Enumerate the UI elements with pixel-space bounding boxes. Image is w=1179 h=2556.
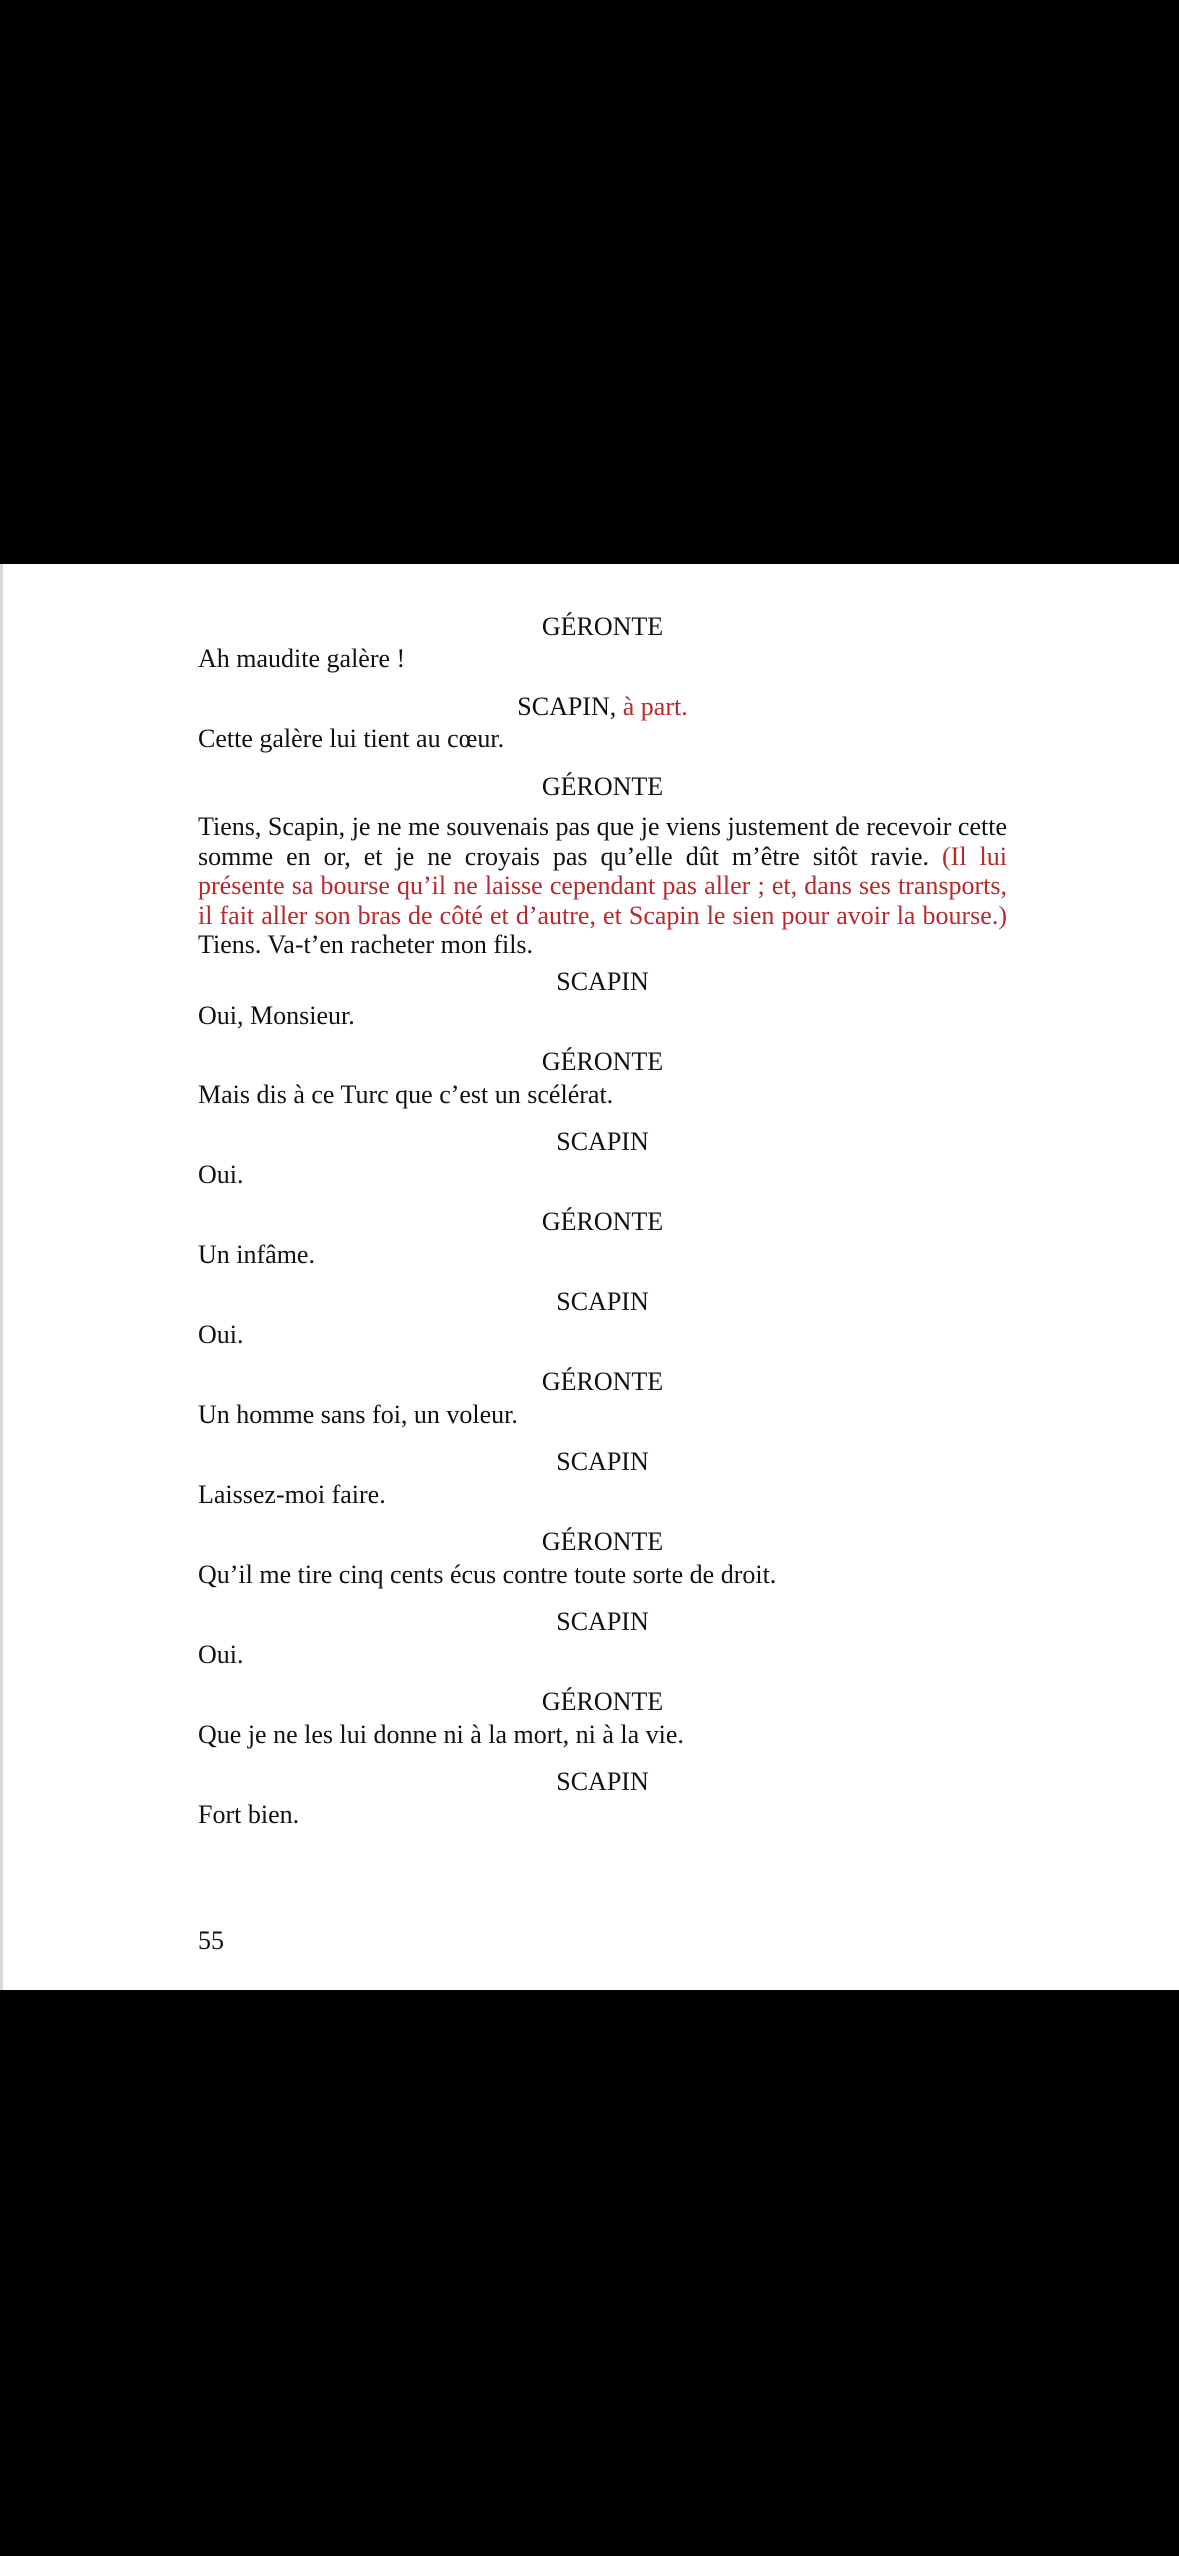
dialogue-line: Oui, Monsieur.	[198, 1001, 355, 1030]
speaker-name-text: SCAPIN,	[517, 692, 617, 721]
dialogue-line: Fort bien.	[198, 1800, 300, 1829]
speaker-name	[198, 692, 1007, 722]
dialogue-line: Oui.	[198, 1640, 244, 1669]
dialogue-text: Tiens. Va-t’en racheter mon fils.	[198, 930, 534, 959]
speaker-name: GÉRONTE	[541, 1687, 664, 1716]
speaker-name: GÉRONTE	[541, 1367, 664, 1396]
speaker-name: SCAPIN	[556, 967, 649, 996]
dialogue-line: Mais dis à ce Turc que c’est un scélérat.	[198, 1080, 614, 1109]
speaker-name: SCAPIN	[556, 1447, 649, 1476]
stage-direction: (Il lui présente sa bourse qu’il ne laisse cependant pas aller ; et, dans ses transports, il fait aller son bras de côté et d’autre, et Scapin le sien pour avoir la bourse.)	[198, 841, 1007, 930]
speaker-name: GÉRONTE	[541, 1207, 664, 1236]
dialogue-line: Qu’il me tire cinq cents écus contre toute sorte de droit.	[198, 1560, 777, 1589]
speaker-name: SCAPIN	[556, 1767, 649, 1796]
speaker-name: GÉRONTE	[541, 1527, 664, 1556]
dialogue-line: Oui.	[198, 1160, 244, 1189]
speaker-name: GÉRONTE	[541, 772, 664, 801]
dialogue-paragraph	[198, 812, 1007, 960]
dialogue-line: Laissez-moi faire.	[198, 1480, 386, 1509]
book-page[interactable]	[0, 564, 1179, 1990]
dialogue-line: Un infâme.	[198, 1240, 315, 1269]
page-number: 55	[198, 1926, 224, 1955]
stage-direction: à part.	[622, 692, 688, 721]
dialogue-text: Tiens, Scapin, je ne me souvenais pas que je viens justement de recevoir cette somme en or, et je ne croyais pas qu’elle dût m’être sitôt ravie.	[198, 812, 1007, 871]
dialogue-line: Que je ne les lui donne ni à la mort, ni à la vie.	[198, 1720, 684, 1749]
speaker-name: SCAPIN	[556, 1127, 649, 1156]
dialogue-line: Oui.	[198, 1320, 244, 1349]
dialogue-line: Ah maudite galère !	[198, 644, 406, 673]
speaker-name: SCAPIN	[556, 1287, 649, 1316]
speaker-name: GÉRONTE	[541, 612, 664, 641]
dialogue-line: Un homme sans foi, un voleur.	[198, 1400, 518, 1429]
dialogue-line: Cette galère lui tient au cœur.	[198, 724, 505, 753]
speaker-name: SCAPIN	[556, 1607, 649, 1636]
speaker-name: GÉRONTE	[541, 1047, 664, 1076]
